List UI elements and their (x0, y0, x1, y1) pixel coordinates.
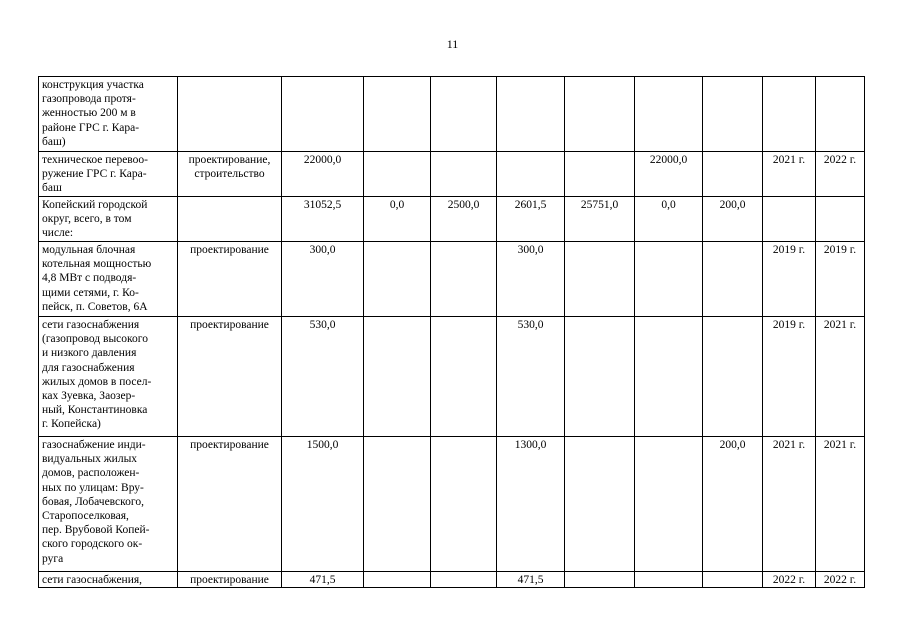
work-type (178, 77, 282, 152)
cost-col-4 (565, 152, 635, 197)
cost-col-4 (565, 242, 635, 317)
object-description: сети газоснабжения, (39, 572, 178, 588)
cost-col-1 (364, 437, 431, 572)
end-year: 2019 г. (816, 242, 865, 317)
cost-col-5: 22000,0 (635, 152, 703, 197)
cost-col-6 (703, 242, 763, 317)
end-year: 2022 г. (816, 152, 865, 197)
total-cost: 300,0 (282, 242, 364, 317)
total-cost: 22000,0 (282, 152, 364, 197)
cost-col-6: 200,0 (703, 197, 763, 242)
table-row (39, 317, 865, 437)
work-type: проектирование, строительство (178, 152, 282, 197)
cost-col-1 (364, 317, 431, 437)
total-cost: 1500,0 (282, 437, 364, 572)
cost-col-5 (635, 437, 703, 572)
cost-col-3: 1300,0 (497, 437, 565, 572)
cost-col-1 (364, 152, 431, 197)
cost-col-4 (565, 77, 635, 152)
object-description: модульная блочная котельная мощностью 4,8 МВт с подводя- щими сетями, г. Ко- пейск, п. Советов, 6А (39, 242, 178, 317)
work-type: проектирование (178, 572, 282, 588)
total-cost: 471,5 (282, 572, 364, 588)
cost-col-5: 0,0 (635, 197, 703, 242)
end-year: 2021 г. (816, 437, 865, 572)
start-year: 2022 г. (763, 572, 816, 588)
cost-col-4: 25751,0 (565, 197, 635, 242)
table-row (39, 77, 865, 152)
end-year (816, 197, 865, 242)
cost-col-6 (703, 152, 763, 197)
start-year (763, 197, 816, 242)
object-description: сети газоснабжения (газопровод высокого и низкого давления для газоснабжения жилых домов в посел- ках Зуевка, Заозер- ный, Константиновка г. Копейска) (39, 317, 178, 437)
cost-col-2 (431, 437, 497, 572)
cost-col-3 (497, 77, 565, 152)
cost-col-3 (497, 152, 565, 197)
cost-col-4 (565, 317, 635, 437)
cost-col-3: 300,0 (497, 242, 565, 317)
start-year (763, 77, 816, 152)
end-year (816, 77, 865, 152)
cost-col-1: 0,0 (364, 197, 431, 242)
object-description: газоснабжение инди- видуальных жилых домов, расположен- ных по улицам: Вру- бовая, Лобачевского, Старопоселковая, пер. Врубовой Копей- ского городского ок- руга (39, 437, 178, 572)
cost-col-1 (364, 242, 431, 317)
work-type: проектирование (178, 437, 282, 572)
cost-col-5 (635, 572, 703, 588)
cost-col-3: 2601,5 (497, 197, 565, 242)
cost-col-2 (431, 77, 497, 152)
object-description: Копейский городской округ, всего, в том числе: (39, 197, 178, 242)
work-type: проектирование (178, 242, 282, 317)
cost-col-6 (703, 317, 763, 437)
table-row (39, 437, 865, 572)
total-cost: 530,0 (282, 317, 364, 437)
cost-col-1 (364, 572, 431, 588)
table-row (39, 572, 865, 588)
object-description: конструкция участка газопровода протя- женностью 200 м в районе ГРС г. Кара- баш) (39, 77, 178, 152)
object-description: техническое перевоо- ружение ГРС г. Кара- баш (39, 152, 178, 197)
end-year: 2022 г. (816, 572, 865, 588)
table-row (39, 152, 865, 197)
start-year: 2021 г. (763, 152, 816, 197)
cost-col-3: 530,0 (497, 317, 565, 437)
cost-col-5 (635, 77, 703, 152)
table-row (39, 242, 865, 317)
cost-col-2 (431, 242, 497, 317)
start-year: 2021 г. (763, 437, 816, 572)
total-cost: 31052,5 (282, 197, 364, 242)
start-year: 2019 г. (763, 242, 816, 317)
cost-col-6: 200,0 (703, 437, 763, 572)
work-type: проектирование (178, 317, 282, 437)
cost-col-2 (431, 152, 497, 197)
work-type (178, 197, 282, 242)
cost-col-3: 471,5 (497, 572, 565, 588)
cost-col-6 (703, 572, 763, 588)
cost-col-1 (364, 77, 431, 152)
cost-col-2: 2500,0 (431, 197, 497, 242)
cost-col-2 (431, 317, 497, 437)
investment-table (38, 76, 865, 588)
start-year: 2019 г. (763, 317, 816, 437)
cost-col-4 (565, 437, 635, 572)
page-number: 11 (446, 37, 459, 51)
total-cost (282, 77, 364, 152)
cost-col-5 (635, 317, 703, 437)
cost-col-5 (635, 242, 703, 317)
end-year: 2021 г. (816, 317, 865, 437)
table-row (39, 197, 865, 242)
cost-col-2 (431, 572, 497, 588)
cost-col-6 (703, 77, 763, 152)
cost-col-4 (565, 572, 635, 588)
